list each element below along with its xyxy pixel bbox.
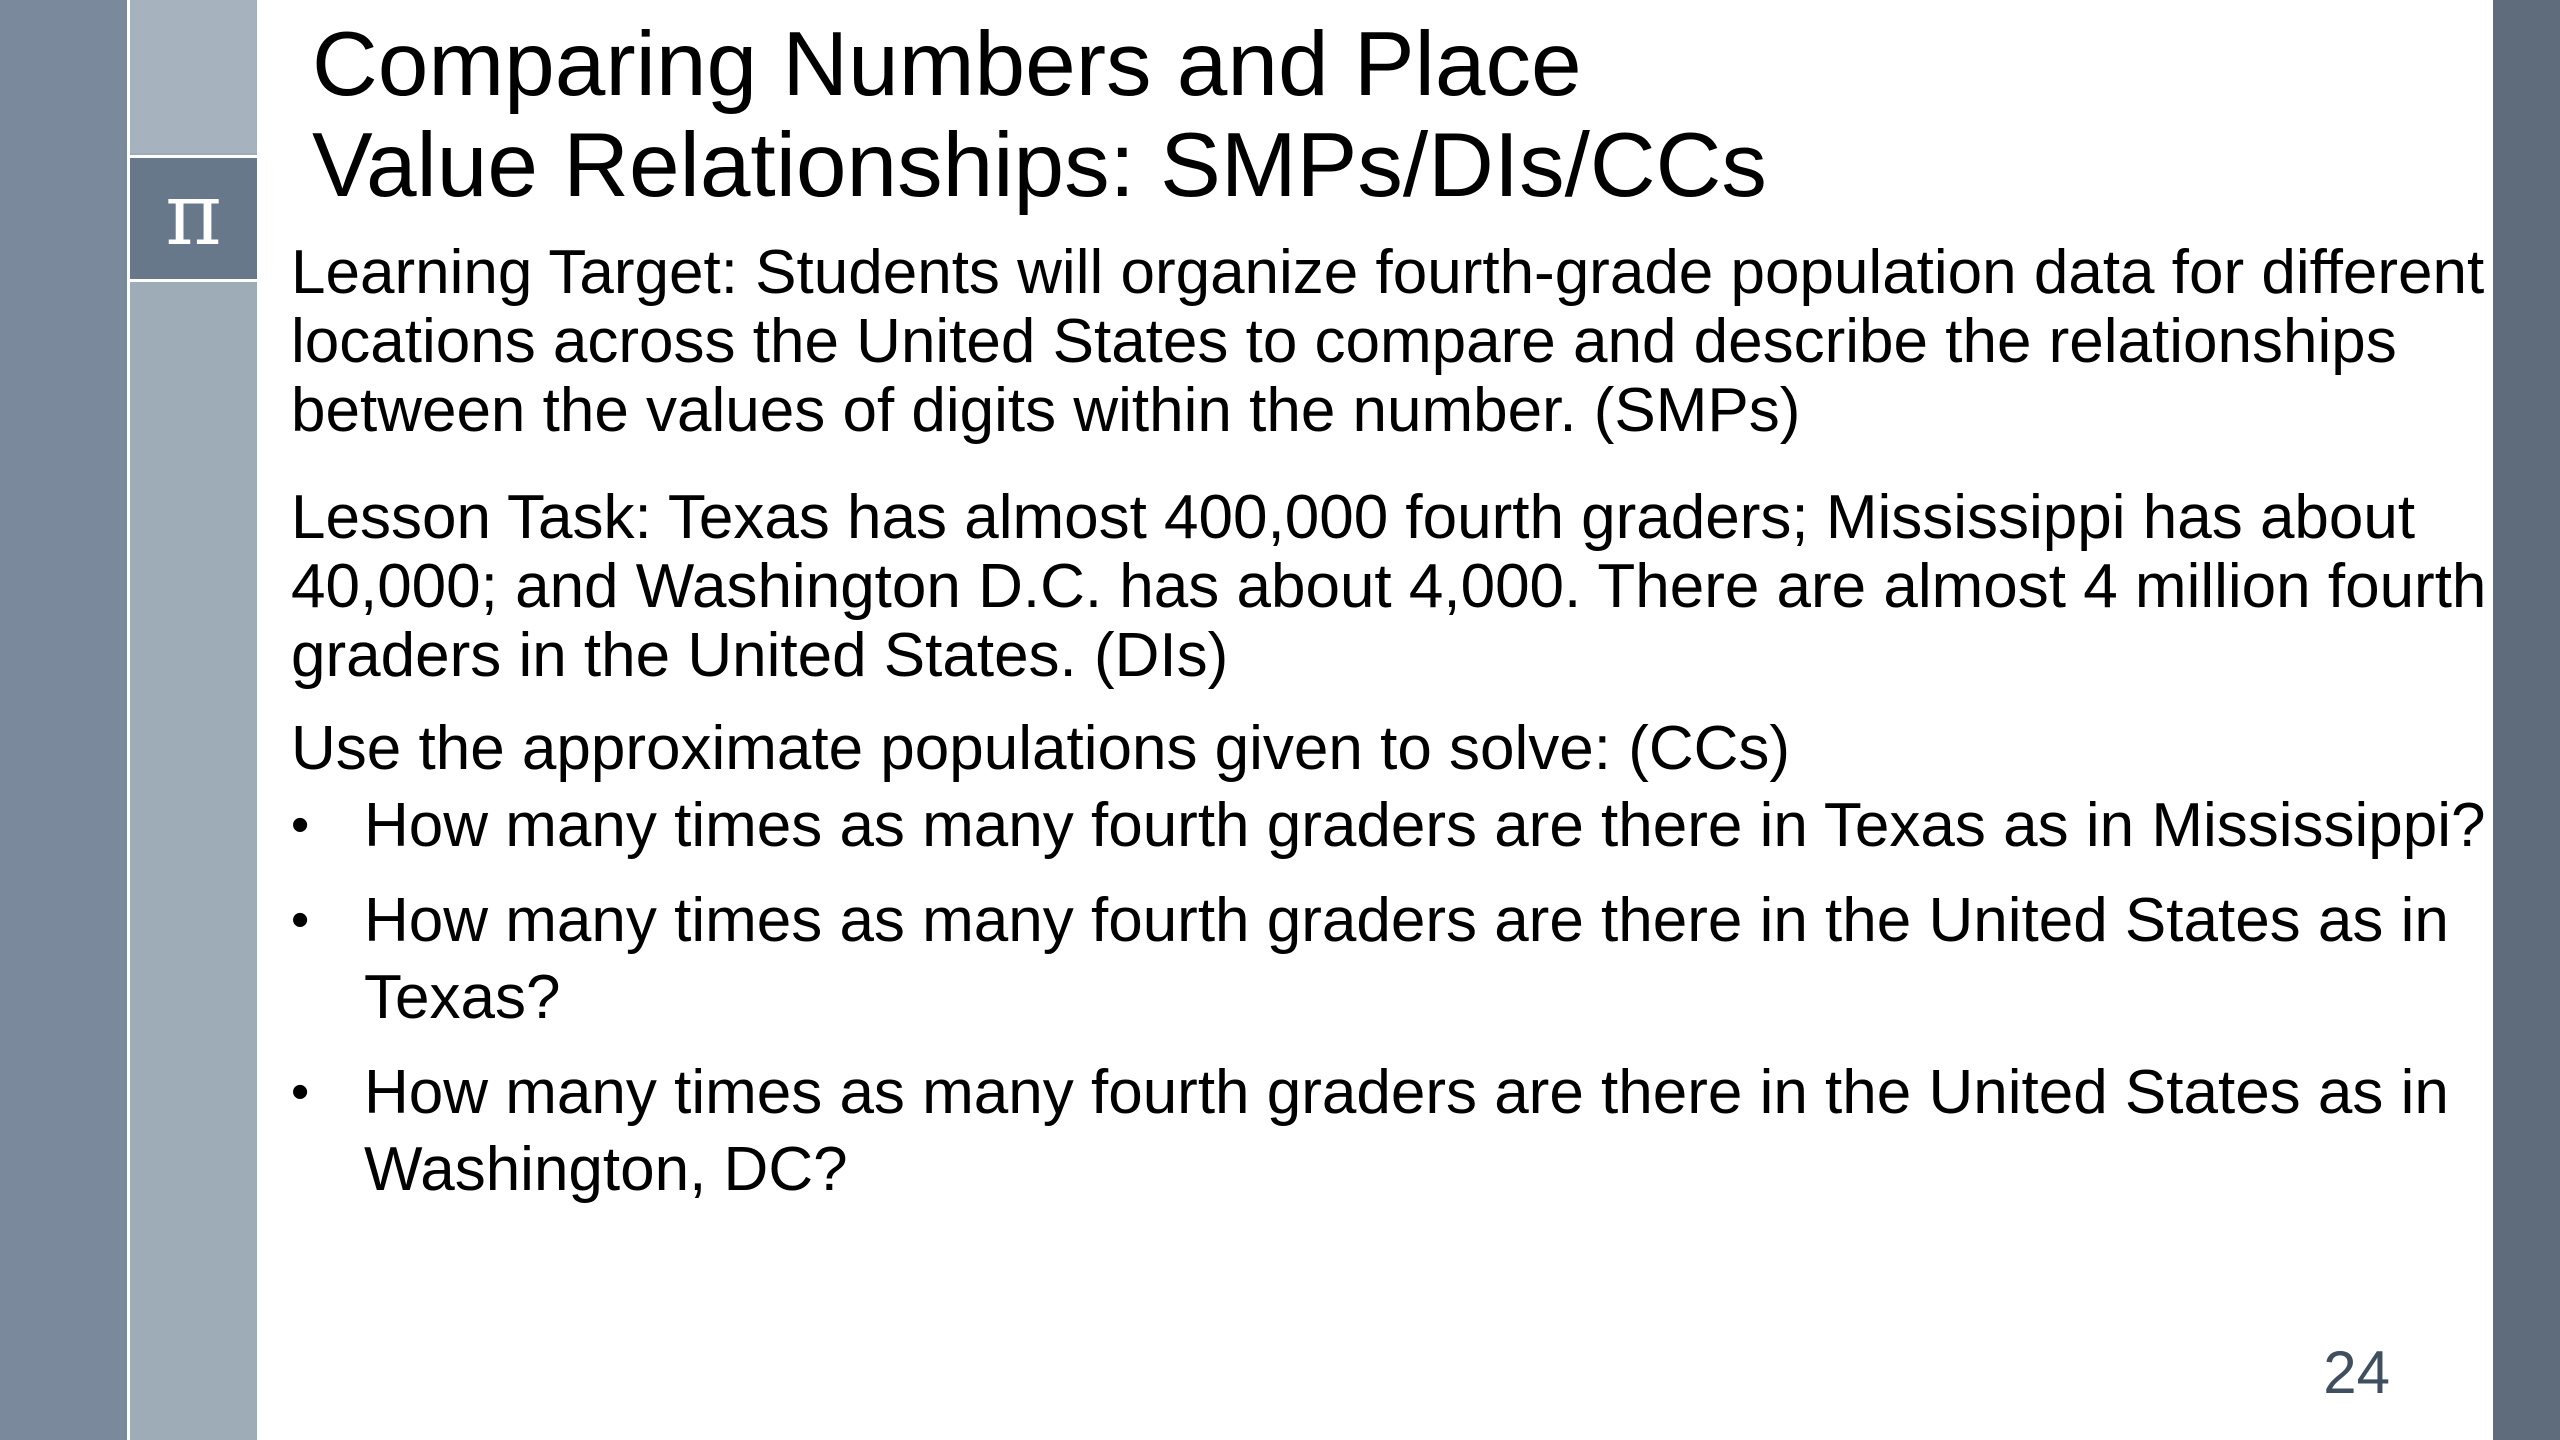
question-text: How many times as many fourth graders are there in the United States as in Washington, DC? — [364, 1058, 2449, 1204]
question-text: How many times as many fourth graders are there in Texas as in Mississippi? — [364, 791, 2486, 860]
page-number: 24 — [2323, 1339, 2390, 1406]
slide-title-line-1: Comparing Numbers and Place — [312, 14, 1582, 115]
question-list — [291, 787, 2491, 1208]
left-sidebar-bar — [0, 0, 127, 1440]
pi-badge — [130, 155, 257, 282]
list-item — [291, 787, 2494, 864]
lesson-task-text: Lesson Task: Texas has almost 400,000 fourth graders; Mississippi has about 40,000; and Washington D.C. has about 4,000. There are almost 4 million fourth graders in the United States. (DIs) — [291, 483, 2487, 690]
bullet-icon: • — [291, 891, 310, 949]
slide-title — [312, 14, 2462, 216]
right-sidebar-bar — [2493, 0, 2560, 1440]
left-sidebar-top-block — [130, 0, 257, 153]
bullet-icon: • — [291, 796, 310, 854]
slide-title-line-2: Value Relationships: SMPs/DIs/CCs — [312, 115, 1767, 216]
list-item — [291, 882, 2494, 1036]
question-text: How many times as many fourth graders are there in the United States as in Texas? — [364, 886, 2449, 1032]
instruction-text: Use the approximate populations given to solve: (CCs) — [291, 714, 1791, 783]
learning-target-text: Learning Target: Students will organize fourth-grade population data for different locations across the United States to compare and describe the relationships between the values of digits within the number. (SMPs) — [291, 238, 2485, 445]
list-item — [291, 1054, 2494, 1208]
bullet-icon: • — [291, 1063, 310, 1121]
pi-icon: π — [165, 164, 222, 265]
slide-body — [291, 238, 2491, 1226]
